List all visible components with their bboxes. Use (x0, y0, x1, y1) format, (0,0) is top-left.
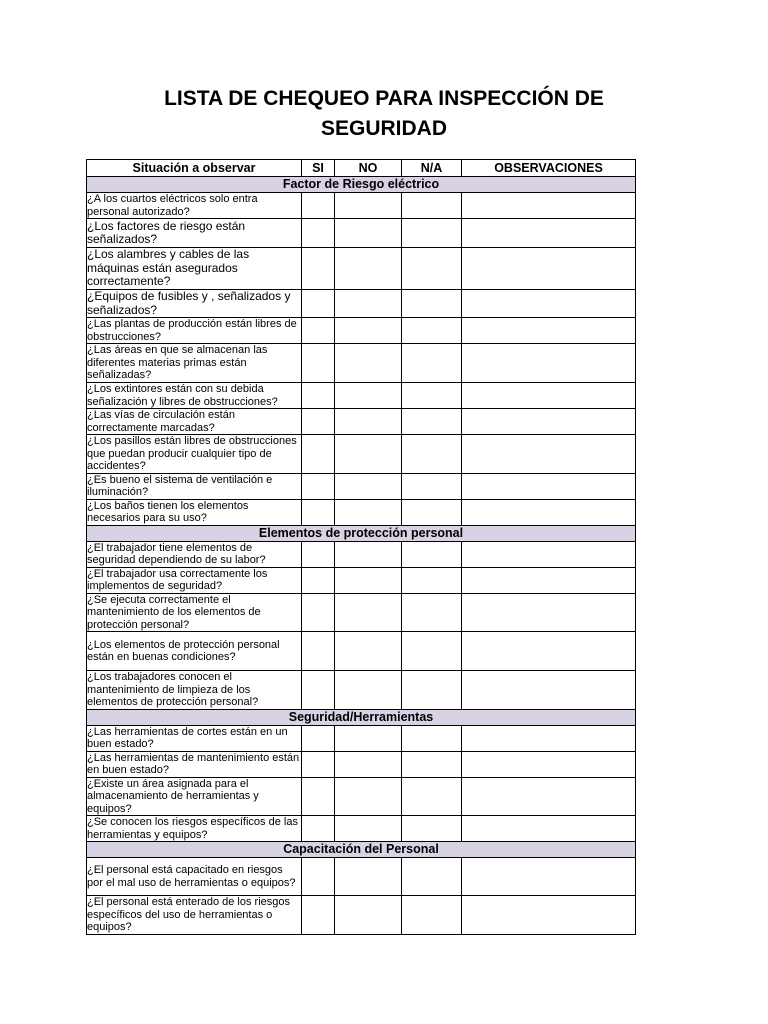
answer-cell-no[interactable] (335, 593, 402, 632)
answer-cell-no[interactable] (335, 777, 402, 816)
answer-cell-observaciones[interactable] (462, 318, 636, 344)
table-row (87, 816, 636, 842)
question-cell: ¿Se ejecuta correctamente el mantenimiento de los elementos de protección personal? (87, 593, 302, 632)
answer-cell-si[interactable] (302, 632, 335, 671)
question-cell: ¿Las herramientas de mantenimiento están en buen estado? (87, 751, 302, 777)
answer-cell-si[interactable] (302, 858, 335, 896)
answer-cell-observaciones[interactable] (462, 248, 636, 290)
table-row (87, 248, 636, 290)
table-row (87, 383, 636, 409)
answer-cell-no[interactable] (335, 409, 402, 435)
answer-cell-no[interactable] (335, 816, 402, 842)
table-row (87, 318, 636, 344)
answer-cell-na[interactable] (402, 344, 462, 383)
answer-cell-si[interactable] (302, 593, 335, 632)
answer-cell-na[interactable] (402, 896, 462, 935)
question-cell: ¿El trabajador tiene elementos de seguridad dependiendo de su labor? (87, 541, 302, 567)
title-line-1: LISTA DE CHEQUEO PARA INSPECCIÓN DE (164, 87, 604, 110)
question-cell: ¿Los alambres y cables de las máquinas están asegurados correctamente? (87, 248, 302, 290)
answer-cell-observaciones[interactable] (462, 473, 636, 499)
answer-cell-observaciones[interactable] (462, 777, 636, 816)
answer-cell-na[interactable] (402, 499, 462, 525)
answer-cell-observaciones[interactable] (462, 896, 636, 935)
answer-cell-si[interactable] (302, 409, 335, 435)
answer-cell-observaciones[interactable] (462, 858, 636, 896)
section-cell (87, 709, 636, 725)
answer-cell-observaciones[interactable] (462, 409, 636, 435)
answer-cell-observaciones[interactable] (462, 499, 636, 525)
answer-cell-no[interactable] (335, 751, 402, 777)
answer-cell-si[interactable] (302, 383, 335, 409)
answer-cell-na[interactable] (402, 435, 462, 474)
answer-cell-na[interactable] (402, 409, 462, 435)
answer-cell-no[interactable] (335, 435, 402, 474)
answer-cell-na[interactable] (402, 751, 462, 777)
answer-cell-no[interactable] (335, 896, 402, 935)
question-cell: ¿Las áreas en que se almacenan las diferentes materias primas están señalizadas? (87, 344, 302, 383)
answer-cell-observaciones[interactable] (462, 541, 636, 567)
answer-cell-si[interactable] (302, 567, 335, 593)
answer-cell-no[interactable] (335, 318, 402, 344)
answer-cell-observaciones[interactable] (462, 383, 636, 409)
answer-cell-observaciones[interactable] (462, 290, 636, 318)
answer-cell-na[interactable] (402, 858, 462, 896)
answer-cell-na[interactable] (402, 383, 462, 409)
answer-cell-si[interactable] (302, 473, 335, 499)
table-row (87, 409, 636, 435)
question-cell: ¿El personal está capacitado en riesgos por el mal uso de herramientas o equipos? (87, 858, 302, 896)
checklist-table (86, 159, 636, 935)
answer-cell-observaciones[interactable] (462, 567, 636, 593)
section-title: Capacitación del Personal (87, 842, 635, 857)
question-cell: ¿Se conocen los riesgos específicos de las herramientas y equipos? (87, 816, 302, 842)
answer-cell-no[interactable] (335, 858, 402, 896)
table-row (87, 541, 636, 567)
section-title: Seguridad/Herramientas (87, 710, 635, 725)
section-row (87, 842, 636, 858)
answer-cell-si[interactable] (302, 219, 335, 248)
answer-cell-si[interactable] (302, 777, 335, 816)
table-row (87, 671, 636, 710)
table-row (87, 751, 636, 777)
answer-cell-si[interactable] (302, 671, 335, 710)
answer-cell-no[interactable] (335, 499, 402, 525)
table-row (87, 435, 636, 474)
table-row (87, 499, 636, 525)
question-cell: ¿Es bueno el sistema de ventilación e iluminación? (87, 473, 302, 499)
question-cell: ¿Existe un área asignada para el almacenamiento de herramientas y equipos? (87, 777, 302, 816)
table-row (87, 193, 636, 219)
answer-cell-no[interactable] (335, 541, 402, 567)
page-title (0, 84, 768, 144)
question-cell: ¿Los elementos de protección personal están en buenas condiciones? (87, 632, 302, 671)
answer-cell-na[interactable] (402, 567, 462, 593)
table-row (87, 344, 636, 383)
answer-cell-na[interactable] (402, 473, 462, 499)
answer-cell-observaciones[interactable] (462, 751, 636, 777)
answer-cell-si[interactable] (302, 344, 335, 383)
answer-cell-observaciones[interactable] (462, 193, 636, 219)
question-cell: ¿Las vías de circulación están correctamente marcadas? (87, 409, 302, 435)
question-cell: ¿Los baños tienen los elementos necesarios para su uso? (87, 499, 302, 525)
question-cell: ¿El personal está enterado de los riesgos específicos del uso de herramientas o equipos? (87, 896, 302, 935)
answer-cell-na[interactable] (402, 193, 462, 219)
answer-cell-observaciones[interactable] (462, 593, 636, 632)
answer-cell-no[interactable] (335, 219, 402, 248)
section-title: Elementos de protección personal (87, 526, 635, 541)
answer-cell-si[interactable] (302, 541, 335, 567)
answer-cell-si[interactable] (302, 318, 335, 344)
answer-cell-na[interactable] (402, 777, 462, 816)
answer-cell-observaciones[interactable] (462, 344, 636, 383)
question-cell: ¿Los extintores están con su debida señalización y libres de obstrucciones? (87, 383, 302, 409)
answer-cell-si[interactable] (302, 248, 335, 290)
answer-cell-no[interactable] (335, 567, 402, 593)
answer-cell-na[interactable] (402, 632, 462, 671)
answer-cell-no[interactable] (335, 383, 402, 409)
section-row (87, 525, 636, 541)
question-cell: ¿Equipos de fusibles y , señalizados y señalizados? (87, 290, 302, 318)
section-cell (87, 525, 636, 541)
question-cell: ¿El trabajador usa correctamente los implementos de seguridad? (87, 567, 302, 593)
question-cell: ¿Los pasillos están libres de obstrucciones que puedan producir cualquier tipo de accidentes? (87, 435, 302, 474)
answer-cell-no[interactable] (335, 193, 402, 219)
answer-cell-na[interactable] (402, 318, 462, 344)
answer-cell-observaciones[interactable] (462, 725, 636, 751)
table-row (87, 290, 636, 318)
answer-cell-na[interactable] (402, 219, 462, 248)
question-cell: ¿A los cuartos eléctricos solo entra personal autorizado? (87, 193, 302, 219)
answer-cell-observaciones[interactable] (462, 671, 636, 710)
table-row (87, 593, 636, 632)
answer-cell-si[interactable] (302, 896, 335, 935)
answer-cell-na[interactable] (402, 248, 462, 290)
answer-cell-no[interactable] (335, 632, 402, 671)
section-row (87, 177, 636, 193)
answer-cell-na[interactable] (402, 541, 462, 567)
section-cell (87, 177, 636, 193)
answer-cell-no[interactable] (335, 248, 402, 290)
answer-cell-no[interactable] (335, 344, 402, 383)
section-cell (87, 842, 636, 858)
header-si: SI (302, 160, 335, 177)
answer-cell-na[interactable] (402, 290, 462, 318)
answer-cell-si[interactable] (302, 290, 335, 318)
table-row (87, 473, 636, 499)
question-cell: ¿Los trabajadores conocen el mantenimiento de limpieza de los elementos de protección personal? (87, 671, 302, 710)
answer-cell-no[interactable] (335, 725, 402, 751)
table-row (87, 725, 636, 751)
table-row (87, 632, 636, 671)
answer-cell-na[interactable] (402, 816, 462, 842)
header-row (87, 160, 636, 177)
answer-cell-observaciones[interactable] (462, 219, 636, 248)
answer-cell-si[interactable] (302, 725, 335, 751)
answer-cell-observaciones[interactable] (462, 435, 636, 474)
answer-cell-observaciones[interactable] (462, 632, 636, 671)
header-situacion: Situación a observar (87, 160, 302, 177)
answer-cell-na[interactable] (402, 593, 462, 632)
answer-cell-no[interactable] (335, 671, 402, 710)
header-observaciones: OBSERVACIONES (462, 160, 636, 177)
section-title: Factor de Riesgo eléctrico (87, 177, 635, 192)
answer-cell-si[interactable] (302, 193, 335, 219)
table-row (87, 896, 636, 935)
answer-cell-no[interactable] (335, 473, 402, 499)
question-cell: ¿Los factores de riesgo están señalizados? (87, 219, 302, 248)
table-row (87, 219, 636, 248)
answer-cell-si[interactable] (302, 499, 335, 525)
table-row (87, 858, 636, 896)
table-row (87, 777, 636, 816)
question-cell: ¿Las plantas de producción están libres de obstrucciones? (87, 318, 302, 344)
answer-cell-na[interactable] (402, 725, 462, 751)
checklist-body (87, 177, 636, 935)
table-row (87, 567, 636, 593)
title-line-2: SEGURIDAD (320, 117, 447, 140)
answer-cell-si[interactable] (302, 751, 335, 777)
header-na: N/A (402, 160, 462, 177)
answer-cell-si[interactable] (302, 435, 335, 474)
section-row (87, 709, 636, 725)
answer-cell-si[interactable] (302, 816, 335, 842)
answer-cell-na[interactable] (402, 671, 462, 710)
header-no: NO (335, 160, 402, 177)
question-cell: ¿Las herramientas de cortes están en un buen estado? (87, 725, 302, 751)
answer-cell-observaciones[interactable] (462, 816, 636, 842)
answer-cell-no[interactable] (335, 290, 402, 318)
